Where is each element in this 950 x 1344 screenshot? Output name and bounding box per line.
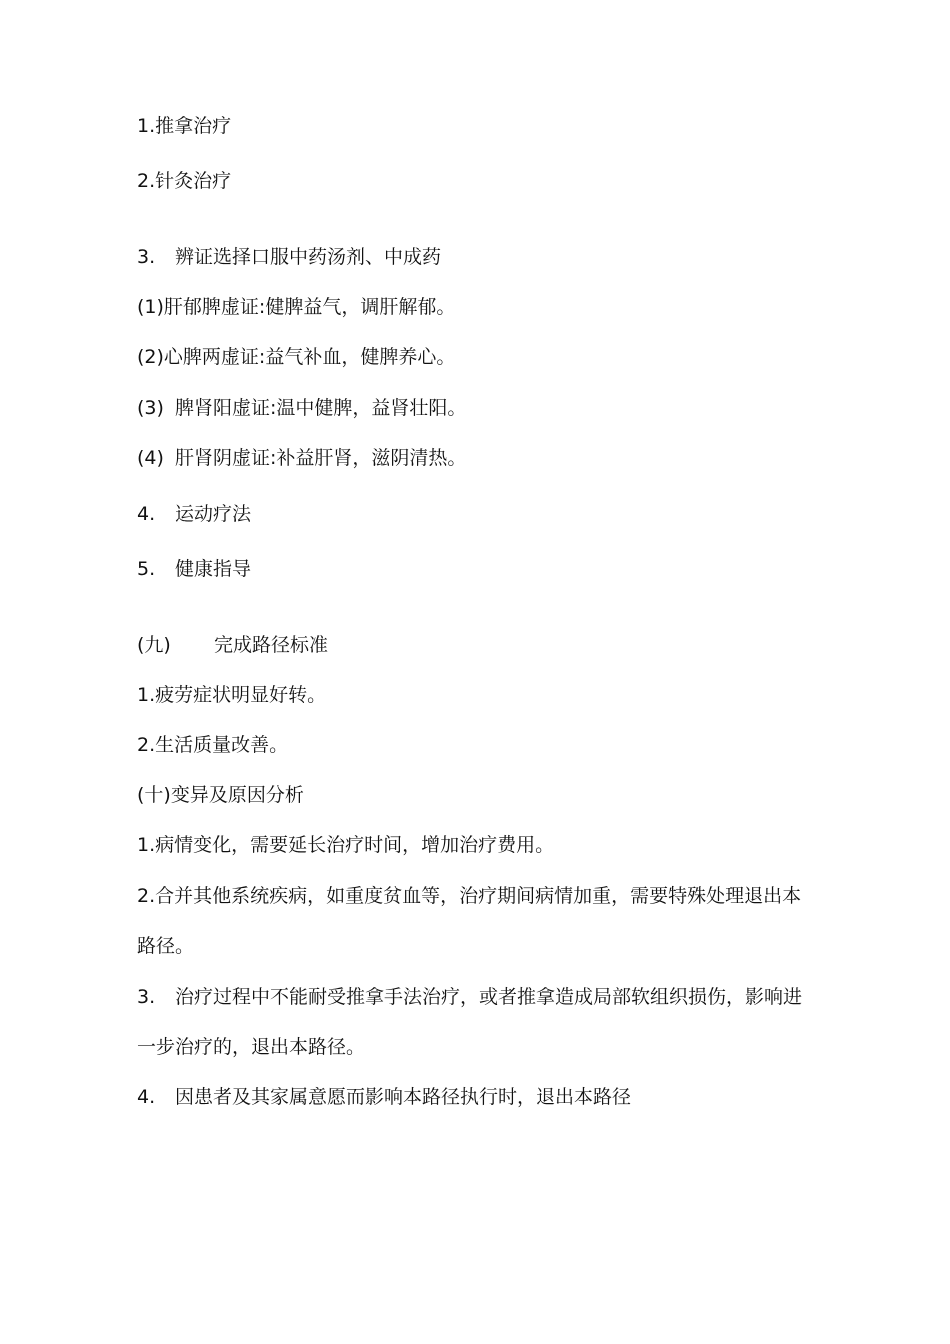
item-exercise-therapy xyxy=(137,501,251,527)
item-text: 辨证选择口服中药汤剂、中成药 xyxy=(175,246,442,268)
variation-item-intolerance-continued: 一步治疗的，退出本路径。 xyxy=(137,1036,366,1058)
section-heading-variation-analysis: (十)变异及原因分析 xyxy=(137,784,304,806)
item-text: 健康指导 xyxy=(175,558,252,580)
subitem-liver-spleen: (1)肝郁脾虚证:健脾益气，调肝解郁。 xyxy=(137,296,456,318)
item-number: 3. xyxy=(137,986,156,1008)
item-number: 4. xyxy=(137,1086,156,1108)
item-health-guidance xyxy=(137,556,251,582)
item-number: 3. xyxy=(137,246,156,268)
subitem-text: 脾肾阳虚证:温中健脾，益肾壮阳。 xyxy=(175,397,467,419)
section-title: 完成路径标准 xyxy=(214,634,329,656)
subitem-heart-spleen: (2)心脾两虚证:益气补血，健脾养心。 xyxy=(137,346,456,368)
section-heading-completion-criteria xyxy=(137,632,328,658)
variation-item-patient-wishes xyxy=(137,1084,631,1110)
variation-item-condition-change: 1.病情变化，需要延长治疗时间，增加治疗费用。 xyxy=(137,834,555,856)
item-number: 4. xyxy=(137,503,156,525)
item-text: 运动疗法 xyxy=(175,503,252,525)
variation-item-comorbidity: 2.合并其他系统疾病，如重度贫血等，治疗期间病情加重，需要特殊处理退出本 xyxy=(137,885,802,907)
criteria-item-quality-of-life: 2.生活质量改善。 xyxy=(137,734,289,756)
item-acupuncture-treatment: 2.针灸治疗 xyxy=(137,170,232,192)
item-text: 因患者及其家属意愿而影响本路径执行时，退出本路径 xyxy=(175,1086,632,1108)
item-text: 治疗过程中不能耐受推拿手法治疗，或者推拿造成局部软组织损伤，影响进 xyxy=(175,986,803,1008)
item-number: 5. xyxy=(137,558,156,580)
variation-item-intolerance xyxy=(137,984,802,1010)
subitem-spleen-kidney xyxy=(137,395,466,421)
subitem-number: (3) xyxy=(137,397,164,419)
subitem-number: (4) xyxy=(137,447,164,469)
variation-item-comorbidity-continued: 路径。 xyxy=(137,935,195,957)
criteria-item-fatigue: 1.疲劳症状明显好转。 xyxy=(137,684,327,706)
item-tuina-treatment: 1.推拿治疗 xyxy=(137,115,232,137)
subitem-text: 肝肾阴虚证:补益肝肾，滋阴清热。 xyxy=(175,447,467,469)
item-herbal-medicine xyxy=(137,244,441,270)
subitem-liver-kidney xyxy=(137,445,466,471)
section-number: (九) xyxy=(137,634,171,656)
